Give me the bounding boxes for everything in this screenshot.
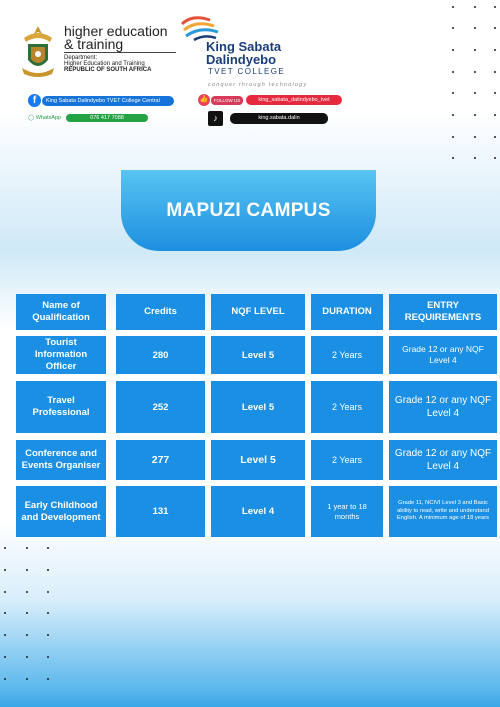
dhet-country: REPUBLIC OF SOUTH AFRICA	[64, 67, 152, 73]
table-row-3-duration: 2 Years	[311, 440, 383, 480]
header-qualification: Name of Qualification	[16, 294, 106, 330]
campus-title: MAPUZI CAMPUS	[166, 200, 331, 221]
dhet-logo	[18, 24, 168, 84]
header-entry-requirements: ENTRY REQUIREMENTS	[389, 294, 497, 330]
table-row-4-entry: Grade 11, NCIVI Level 3 and Basic ability to read, write and understand English. A minimum age of 18 years	[389, 486, 497, 537]
table-row-4-duration: 1 year to 18 months	[311, 486, 383, 537]
campus-banner	[121, 170, 376, 251]
dhet-title-line1: higher education	[64, 23, 168, 39]
facebook-page-name: King Sabata Dalindyebo TVET College Central	[42, 96, 174, 106]
table-row-3-entry: Grade 12 or any NQF Level 4	[389, 440, 497, 480]
table-row-4-nqf: Level 4	[211, 486, 305, 537]
table-row-4-qualification: Early Childhood and Development	[16, 486, 106, 537]
table-row-2-entry: Grade 12 or any NQF Level 4	[389, 381, 497, 433]
dhet-department-label: Department:	[64, 55, 98, 61]
table-row-3-nqf: Level 5	[211, 440, 305, 480]
table-row-2-qualification: Travel Professional	[16, 381, 106, 433]
table-row-3-credits: 277	[116, 440, 205, 480]
college-logo	[180, 14, 320, 90]
college-name-line2: Dalindyebo	[206, 52, 277, 67]
table-row-1-duration: 2 Years	[311, 336, 383, 374]
table-row-2-credits: 252	[116, 381, 205, 433]
whatsapp-label-text: WhatsApp	[35, 115, 62, 121]
college-name-line3: TVET COLLEGE	[208, 67, 286, 76]
table-row-2-duration: 2 Years	[311, 381, 383, 433]
college-swirl-icon	[180, 14, 220, 42]
college-tagline: conquer through technology	[208, 82, 308, 88]
tiktok-handle: king.sabata.dalin	[230, 113, 328, 124]
table-row-4-credits: 131	[116, 486, 205, 537]
table-row-1-credits: 280	[116, 336, 205, 374]
table-row-2-nqf: Level 5	[211, 381, 305, 433]
whatsapp-number: 076 417 7088	[66, 114, 148, 122]
dhet-divider	[64, 52, 176, 53]
facebook-icon: f	[28, 94, 41, 107]
follow-us-badge: FOLLOW US	[211, 96, 243, 105]
table-row-1-entry: Grade 12 or any NQF Level 4	[389, 336, 497, 374]
thumbs-up-icon: 👍	[198, 94, 210, 106]
table-row-1-qualification: Tourist Information Officer	[16, 336, 106, 374]
dhet-department-name: Higher Education and Training	[64, 61, 145, 67]
header-duration: DURATION	[311, 294, 383, 330]
whatsapp-label: ◯ WhatsApp	[28, 115, 62, 121]
header-nqf-level: NQF LEVEL	[211, 294, 305, 330]
table-row-1-nqf: Level 5	[211, 336, 305, 374]
header-credits: Credits	[116, 294, 205, 330]
table-row-3-qualification: Conference and Events Organiser	[16, 440, 106, 480]
instagram-handle: king_sabata_dalindyebo_tvet	[246, 95, 342, 105]
coat-of-arms-icon	[18, 24, 58, 78]
dhet-title-line2: & training	[64, 36, 124, 52]
college-name-line1: King Sabata	[206, 39, 282, 54]
tiktok-icon: ♪	[208, 111, 223, 126]
